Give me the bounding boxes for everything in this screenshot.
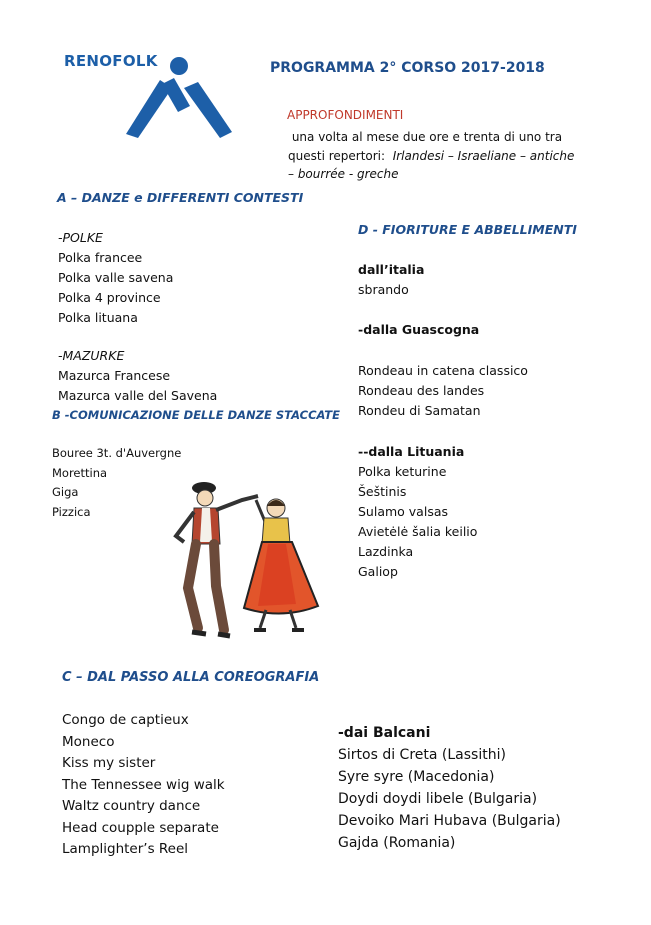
- approfondimenti-text: [288, 128, 588, 184]
- list-item: Rondeu di Samatan: [358, 403, 481, 418]
- logo-text: RENOFOLK: [64, 52, 158, 70]
- man-arm-right: [216, 496, 258, 510]
- list-item: Devoiko Mari Hubava (Bulgaria): [338, 813, 561, 829]
- dancers-illustration: [158, 478, 328, 650]
- section-a-polke: [58, 228, 173, 328]
- list-item: Lazdinka: [358, 544, 414, 559]
- section-a-heading: A – DANZE e DIFFERENTI CONTESTI: [57, 190, 304, 205]
- list-item: Šeštinis: [358, 484, 407, 499]
- man-legs: [188, 544, 224, 630]
- man-shoes: [192, 632, 230, 636]
- section-b-heading: B -COMUNICAZIONE DELLE DANZE STACCATE: [52, 408, 341, 422]
- list-item: Waltz country dance: [62, 798, 201, 814]
- italia-label: dall’italia: [358, 262, 425, 277]
- list-item: Polka valle savena: [58, 270, 174, 285]
- list-item: Moneco: [62, 733, 115, 750]
- section-d-lituania: [358, 442, 477, 582]
- list-item: Congo de captieux: [62, 712, 189, 728]
- list-item: Gajda (Romania): [338, 835, 456, 851]
- section-d-guascogna-list: [358, 361, 528, 421]
- man-shirt: [200, 508, 212, 542]
- section-d-guascogna: [358, 320, 479, 340]
- mazurke-label: -MAZURKE: [58, 348, 125, 363]
- list-item: Mazurca valle del Savena: [58, 388, 218, 403]
- section-d-italia: [358, 260, 424, 300]
- balcani-label: -dai Balcani: [338, 725, 431, 741]
- logo-mark: [118, 54, 238, 140]
- list-item: Polka 4 province: [58, 290, 161, 305]
- logo-dot: [170, 57, 188, 75]
- logo-m-right: [184, 82, 232, 138]
- man-head: [197, 490, 213, 506]
- list-item: Avietėlė šalia keilio: [358, 524, 478, 539]
- section-c-heading: C – DAL PASSO ALLA COREOGRAFIA: [62, 670, 320, 685]
- list-item: sbrando: [358, 282, 409, 297]
- list-item: Doydi doydi libele (Bulgaria): [338, 791, 538, 807]
- list-item: The Tennessee wig walk: [62, 776, 225, 793]
- page-title: PROGRAMMA 2° CORSO 2017-2018: [270, 60, 545, 76]
- list-item: Giga: [52, 485, 79, 499]
- list-item: Polka lituana: [58, 310, 138, 325]
- list-item: Rondeau in catena classico: [358, 363, 528, 378]
- list-item: Syre syre (Macedonia): [338, 769, 495, 785]
- list-item: Pizzica: [52, 504, 91, 519]
- man-arm-left: [176, 512, 194, 542]
- list-item: Kiss my sister: [62, 755, 156, 771]
- section-d-balcani: [338, 722, 561, 854]
- approfondimenti-heading: APPROFONDIMENTI: [287, 108, 404, 122]
- section-d-heading: D - FIORITURE E ABBELLIMENTI: [358, 222, 577, 237]
- approfondimenti-line3-italic: – bourrée - greche: [288, 167, 399, 181]
- list-item: Polka francee: [58, 250, 143, 265]
- list-item: Sulamo valsas: [358, 504, 449, 519]
- approfondimenti-line2-prefix: questi repertori:: [288, 148, 386, 163]
- polke-label: -POLKE: [58, 230, 103, 245]
- list-item: Polka keturine: [358, 464, 447, 479]
- list-item: Galiop: [358, 564, 398, 579]
- list-item: Bouree 3t. d'Auvergne: [52, 446, 182, 460]
- section-a-mazurke: [58, 346, 217, 406]
- list-item: Head coupple separate: [62, 819, 219, 836]
- list-item: Sirtos di Creta (Lassithi): [338, 747, 506, 763]
- approfondimenti-line1: una volta al mese due ore e trenta di uno tra: [291, 130, 563, 144]
- woman-bodice: [262, 518, 290, 544]
- approfondimenti-line2-italic: Irlandesi – Israeliane – antiche: [392, 148, 575, 163]
- list-item: Lamplighter’s Reel: [62, 841, 189, 857]
- list-item: Mazurca Francese: [58, 368, 171, 383]
- list-item: Rondeau des landes: [358, 383, 485, 398]
- lituania-label: --dalla Lituania: [358, 444, 465, 459]
- list-item: Morettina: [52, 465, 108, 480]
- section-c-list: [62, 710, 225, 861]
- guascogna-label: -dalla Guascogna: [358, 322, 480, 337]
